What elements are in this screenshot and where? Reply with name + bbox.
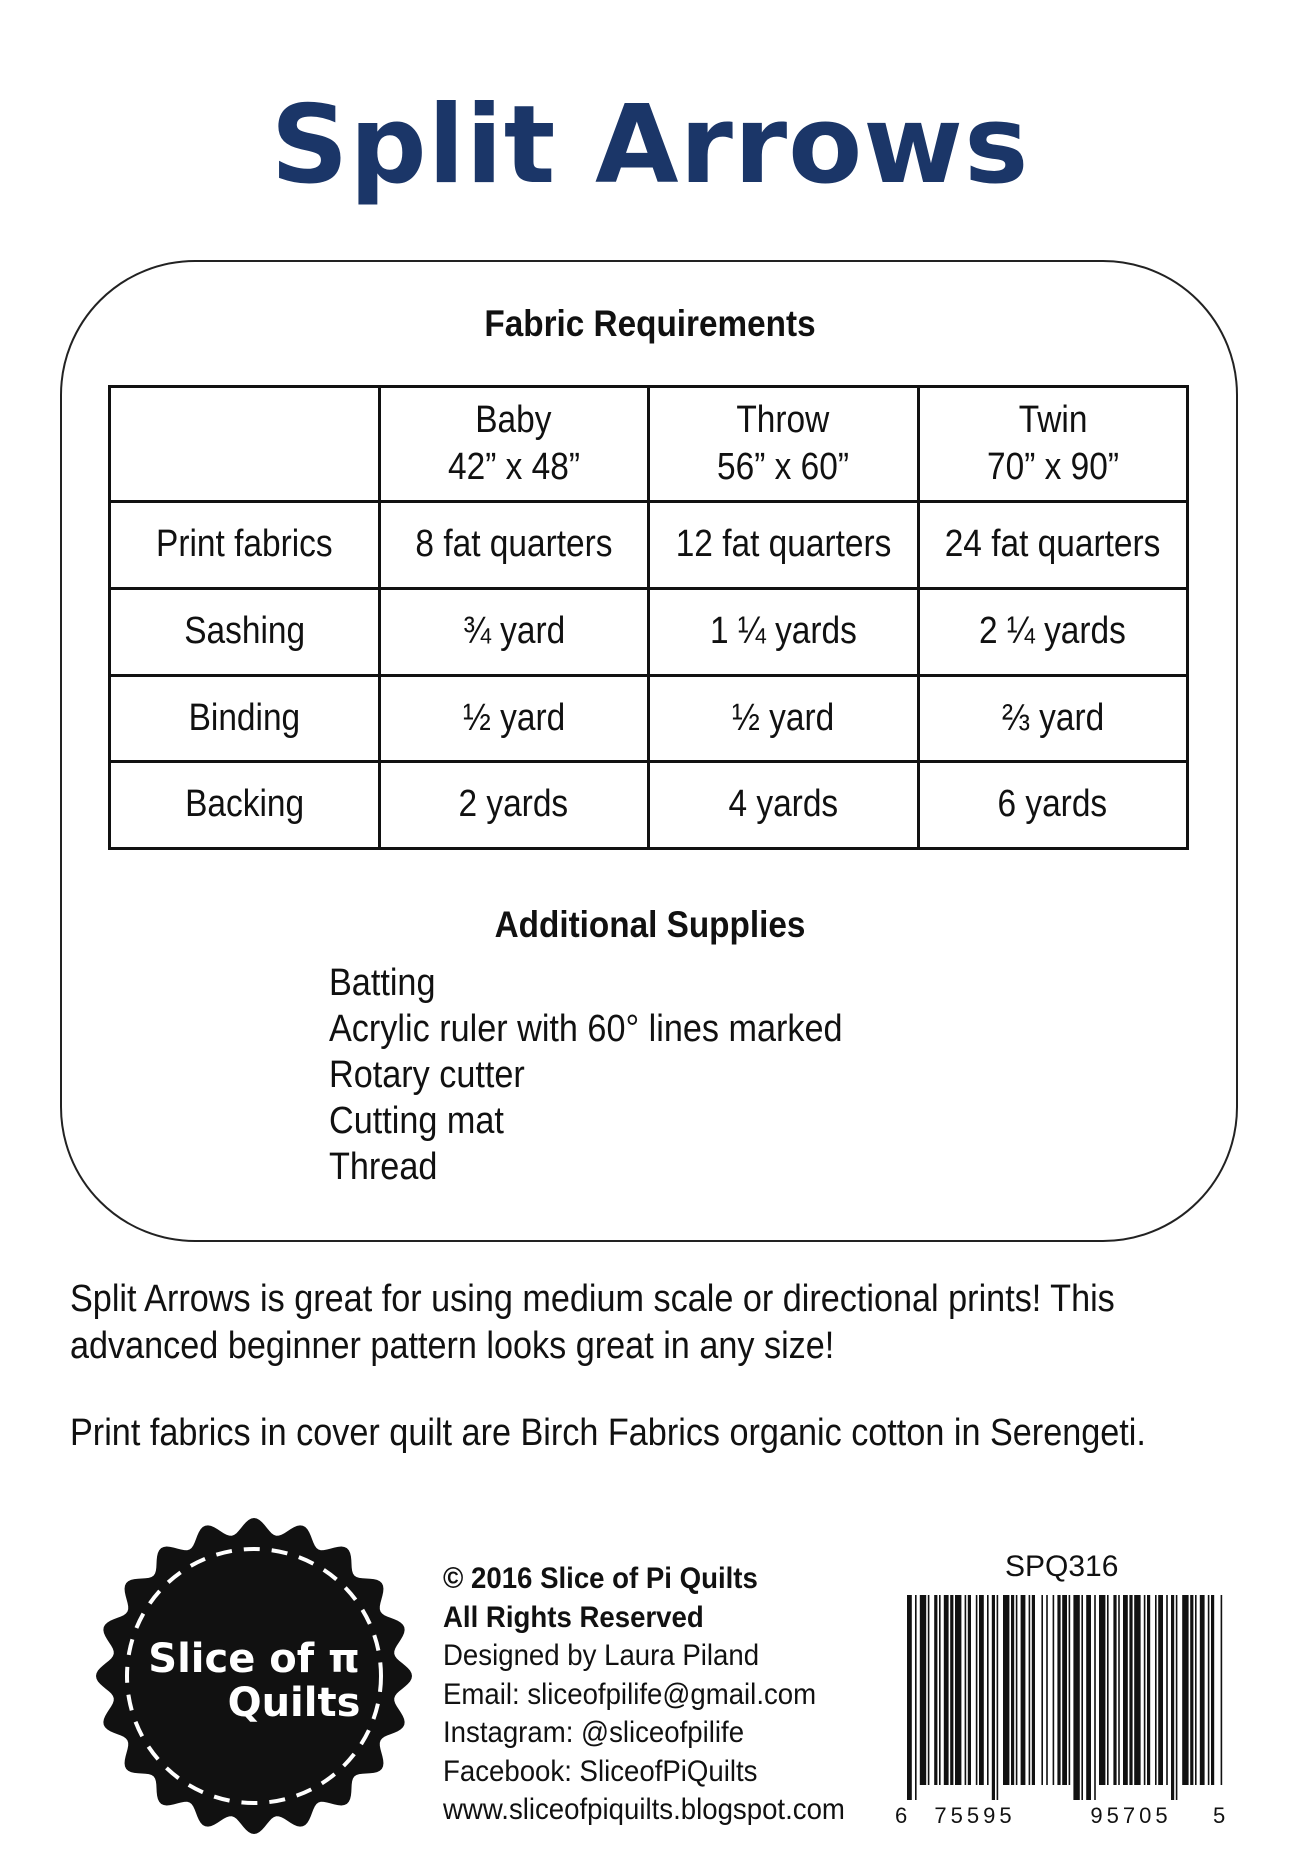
barcode-bar (1041, 1595, 1043, 1785)
barcode-bar (1011, 1595, 1014, 1785)
table-cell: ½ yard (379, 675, 649, 762)
page-title: Split Arrows (270, 83, 1030, 208)
barcode-bar (907, 1595, 912, 1800)
table-cell: 24 fat quarters (918, 502, 1188, 589)
barcode-bar (920, 1595, 926, 1785)
column-header-twin (918, 387, 1188, 502)
column-header-baby (379, 387, 649, 502)
table-cell: ⅔ yard (918, 675, 1188, 762)
designer-text: Designed by Laura Piland (443, 1639, 760, 1672)
fabric-requirements-heading: Fabric Requirements (484, 303, 816, 344)
table-cell: ½ yard (649, 675, 919, 762)
barcode-bar (1190, 1595, 1193, 1785)
barcode-digits-left: 75595 (934, 1803, 1016, 1825)
barcode-bar (1086, 1595, 1091, 1800)
facebook-text: Facebook: SliceofPiQuilts (443, 1754, 758, 1788)
fabric-note: Print fabrics in cover quilt are Birch Fabrics organic cotton in Serengeti. (70, 1412, 1146, 1454)
barcode-bar (1134, 1595, 1140, 1785)
barcode-digit-first: 6 (895, 1803, 908, 1825)
barcode-bar (1003, 1595, 1009, 1785)
table-row (110, 588, 1188, 675)
list-item: Rotary cutter (329, 1054, 525, 1096)
table-cell: 12 fat quarters (649, 502, 919, 589)
barcode-bar (1147, 1595, 1150, 1785)
barcode-bar (1221, 1595, 1223, 1785)
copyright-text: © 2016 Slice of Pi Quilts (443, 1562, 758, 1595)
column-size: 70” x 90” (986, 446, 1119, 488)
table-cell: 2 yards (379, 762, 649, 849)
publisher-info (443, 1560, 880, 1830)
table-cell: 8 fat quarters (379, 502, 649, 589)
list-item: Batting (329, 962, 436, 1004)
barcode-bar (1176, 1595, 1178, 1800)
email-text: Email: sliceofpilife@gmail.com (443, 1677, 817, 1711)
barcode-bar (1099, 1595, 1105, 1785)
barcode-bar (944, 1595, 949, 1785)
corner-cell (110, 387, 380, 502)
table-row (110, 762, 1188, 849)
table-cell: ¾ yard (379, 588, 649, 675)
table-row (110, 502, 1188, 589)
row-label: Backing (110, 762, 380, 849)
barcode-bar (1158, 1595, 1163, 1785)
product-code: SPQ316 (1005, 1550, 1119, 1583)
row-label: Sashing (110, 588, 380, 675)
barcode-bar (950, 1595, 953, 1785)
barcode-bar (979, 1595, 984, 1785)
barcode-bar (1053, 1595, 1055, 1785)
description-line: Split Arrows is great for using medium scale or directional prints! This (70, 1278, 1115, 1320)
column-size: 42” x 48” (447, 446, 580, 488)
barcode-bar (987, 1595, 989, 1785)
logo-text-line1: Slice of π (148, 1636, 360, 1682)
table-cell: 6 yards (918, 762, 1188, 849)
barcode-bar (997, 1595, 999, 1800)
column-header-throw (649, 387, 919, 502)
supplies-list (329, 960, 900, 1190)
barcode-bar (1016, 1595, 1018, 1785)
barcode-bar (1081, 1595, 1083, 1800)
barcode-bar (1057, 1595, 1060, 1785)
column-name: Baby (475, 398, 552, 441)
barcode-bar (928, 1595, 930, 1785)
fabric-requirements-table (108, 385, 1189, 850)
barcode-bar (1200, 1595, 1205, 1785)
barcode-bar (1073, 1595, 1079, 1800)
barcode-bar (1069, 1595, 1071, 1785)
barcode-icon (895, 1595, 1235, 1825)
column-name: Twin (1018, 398, 1088, 441)
barcode-bar (1195, 1595, 1197, 1785)
barcode-bar (955, 1595, 961, 1785)
barcode-bar (1021, 1595, 1026, 1785)
row-label: Print fabrics (110, 502, 380, 589)
barcode-bar (1046, 1595, 1048, 1785)
barcode-digits-right: 95705 (1090, 1803, 1172, 1825)
barcode-bar (1032, 1595, 1035, 1785)
barcode-bar (1113, 1595, 1116, 1785)
barcode-bar (1208, 1595, 1210, 1785)
barcode-bar (1123, 1595, 1128, 1785)
barcode-bar (1211, 1595, 1214, 1785)
barcode-bar (1094, 1595, 1096, 1800)
barcode-bar (1118, 1595, 1120, 1785)
barcode-bar (968, 1595, 971, 1785)
barcode-bar (934, 1595, 937, 1785)
column-size: 56” x 60” (717, 446, 850, 488)
barcode-bar (1171, 1595, 1174, 1800)
column-name: Throw (736, 398, 830, 441)
table-cell: 2 ¼ yards (918, 588, 1188, 675)
barcode-bar (1182, 1595, 1188, 1785)
rights-text: All Rights Reserved (443, 1600, 704, 1634)
barcode-bar (1062, 1595, 1067, 1785)
barcode-bar (915, 1595, 917, 1800)
barcode-bar (976, 1595, 978, 1785)
barcode-bar (992, 1595, 995, 1800)
table-row (110, 675, 1188, 762)
barcode-bar (1155, 1595, 1157, 1785)
description-line: advanced beginner pattern looks great in any size! (70, 1325, 835, 1367)
slice-of-pi-quilts-logo (94, 1516, 414, 1836)
barcode-digit-last: 5 (1213, 1803, 1226, 1825)
list-item: Acrylic ruler with 60° lines marked (329, 1008, 843, 1050)
table-cell: 1 ¼ yards (649, 588, 919, 675)
barcode-bar (1166, 1595, 1168, 1785)
list-item: Thread (329, 1146, 438, 1188)
barcode-bar (939, 1595, 941, 1785)
instagram-text: Instagram: @sliceofpilife (443, 1716, 745, 1749)
table-header-row (110, 387, 1188, 502)
barcode-bar (1144, 1595, 1146, 1785)
barcode-bar (965, 1595, 967, 1785)
additional-supplies-heading: Additional Supplies (494, 904, 806, 945)
row-label: Binding (110, 675, 380, 762)
table-cell: 4 yards (649, 762, 919, 849)
barcode-bar (1107, 1595, 1109, 1785)
website-link[interactable]: www.sliceofpiquilts.blogspot.com (443, 1793, 845, 1826)
logo-text-line2: Quilts (227, 1680, 361, 1726)
list-item: Cutting mat (329, 1100, 504, 1142)
barcode-bar (1129, 1595, 1132, 1785)
barcode-bar (1029, 1595, 1031, 1785)
